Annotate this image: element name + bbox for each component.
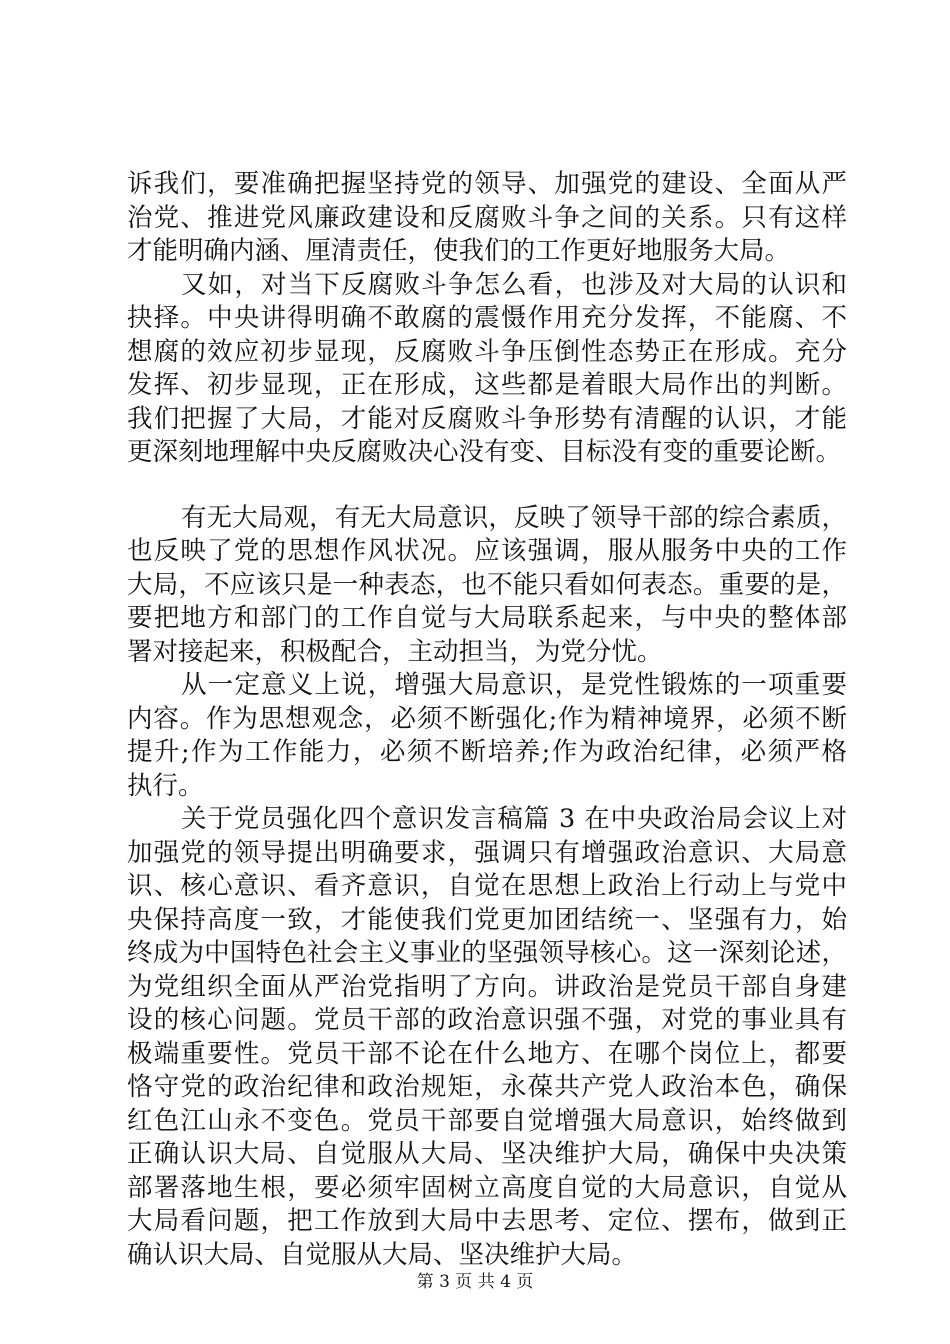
text-line: 为党组织全面从严治党指明了方向。讲政治是党员干部自身建 [127,971,847,1002]
text-line: 关于党员强化四个意识发言稿篇 3 在中央政治局会议上对 [181,804,847,834]
text-line: 抉择。中央讲得明确不敢腐的震慑作用充分发挥，不能腐、不 [127,303,847,333]
text-line: 诉我们，要准确把握坚持党的领导、加强党的建设、全面从严 [127,169,847,199]
text-line: 有无大局观，有无大局意识，反映了领导干部的综合素质， [181,502,847,533]
text-line: 提升;作为工作能力，必须不断培养;作为政治纪律，必须严格 [127,737,847,767]
paragraph-spacer [127,470,847,502]
text-line: 更深刻地理解中央反腐败决心没有变、目标没有变的重要论断。 [127,437,842,467]
paragraph-party-spirit [127,669,847,803]
text-line: 才能明确内涵、厘清责任，使我们的工作更好地服务大局。 [127,236,791,266]
paragraph-anti-corruption [127,269,847,470]
text-line: 大局看问题，把工作放到大局中去思考、定位、摆布，做到正 [127,1206,847,1236]
text-line: 恪守党的政治纪律和政治规矩，永葆共产党人政治本色，确保 [127,1072,847,1102]
text-line: 署对接起来，积极配合，主动担当，为党分忧。 [127,636,663,667]
text-line: 从一定意义上说，增强大局意识，是党性锻炼的一项重要 [181,670,847,700]
text-line: 内容。作为思想观念，必须不断强化;作为精神境界，必须不断 [127,703,847,734]
page-number: 第 3 页 共 4 页 [416,1272,534,1292]
text-line: 执行。 [127,770,204,801]
text-line: 治党、推进党风廉政建设和反腐败斗争之间的关系。只有这样 [127,202,847,233]
paragraph-four-consciousness [127,803,847,1272]
document-body [127,168,847,1272]
text-line: 央保持高度一致，才能使我们党更加团结统一、坚强有力，始 [127,904,847,935]
text-line: 识、核心意识、看齐意识，自觉在思想上政治上行动上与党中 [127,871,847,901]
text-line: 红色江山永不变色。党员干部要自觉增强大局意识，始终做到 [127,1105,847,1136]
paragraph-continuation [127,168,847,269]
text-line: 部署落地生根，要必须牢固树立高度自觉的大局意识，自觉从 [127,1172,847,1203]
text-line: 设的核心问题。党员干部的政治意识强不强，对党的事业具有 [127,1005,847,1035]
text-line: 又如，对当下反腐败斗争怎么看，也涉及对大局的认识和 [181,269,847,300]
text-line: 正确认识大局、自觉服从大局、坚决维护大局，确保中央决策 [127,1139,847,1169]
text-line: 极端重要性。党员干部不论在什么地方、在哪个岗位上，都要 [127,1038,847,1069]
text-line: 确认识大局、自觉服从大局、坚决维护大局。 [127,1239,638,1270]
text-line: 发挥、初步显现，正在形成，这些都是着眼大局作出的判断。 [127,370,847,400]
paragraph-overall-view [127,502,847,670]
text-line: 我们把握了大局，才能对反腐败斗争形势有清醒的认识，才能 [127,403,847,434]
text-line: 加强党的领导提出明确要求，强调只有增强政治意识、大局意 [127,837,847,868]
text-line: 要把地方和部门的工作自觉与大局联系起来，与中央的整体部 [127,603,847,633]
text-line: 想腐的效应初步显现，反腐败斗争压倒性态势正在形成。充分 [127,336,847,367]
text-line: 大局，不应该只是一种表态，也不能只看如何表态。重要的是， [127,569,847,600]
text-line: 终成为中国特色社会主义事业的坚强领导核心。这一深刻论述， [127,938,847,968]
text-line: 也反映了党的思想作风状况。应该强调，服从服务中央的工作 [127,536,847,566]
